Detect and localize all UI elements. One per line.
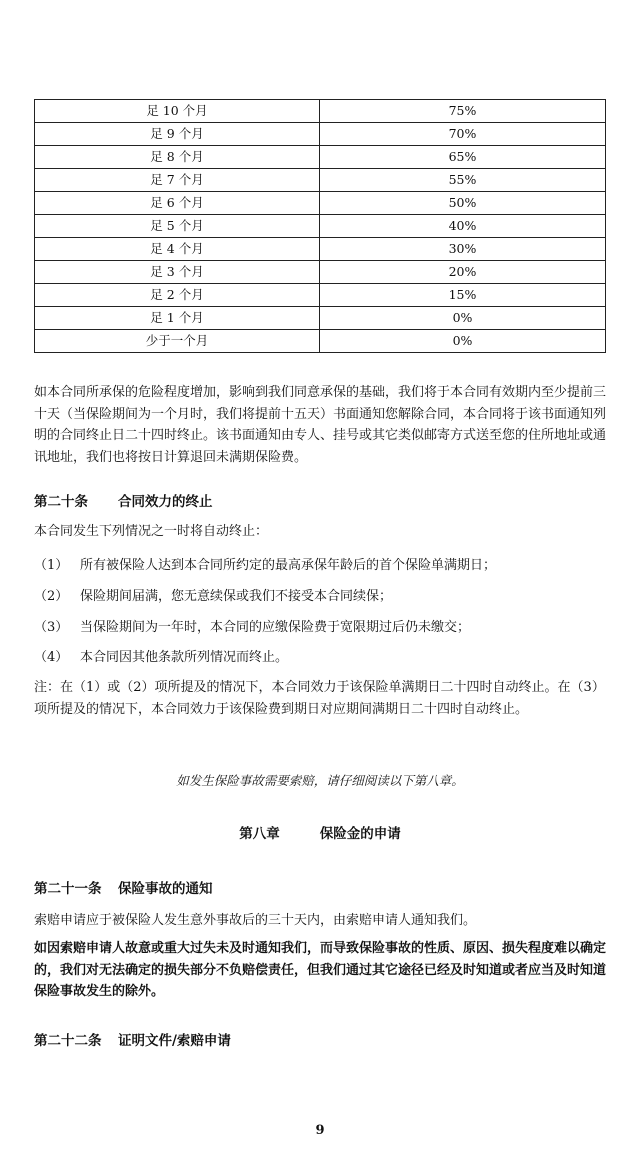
article-22-number: 第二十二条: [34, 1033, 102, 1049]
period-cell: 足 4 个月: [35, 238, 320, 261]
article-20-item-3: [34, 618, 608, 638]
rate-cell: 0%: [320, 330, 606, 353]
table-row: [35, 100, 606, 123]
page-number: 9: [315, 1123, 325, 1138]
table-row: [35, 307, 606, 330]
table-row: [35, 192, 606, 215]
claim-hint: 如发生保险事故需要索赔，请仔细阅读以下第八章。: [176, 773, 464, 788]
refund-rate-table: [34, 99, 606, 353]
period-cell: 足 5 个月: [35, 215, 320, 238]
rate-cell: 75%: [320, 100, 606, 123]
article-21-title: 保险事故的通知: [118, 881, 213, 897]
period-cell: 足 9 个月: [35, 123, 320, 146]
item-number: （2）: [34, 589, 69, 604]
table-row: [35, 261, 606, 284]
period-cell: 足 7 个月: [35, 169, 320, 192]
article-21-number: 第二十一条: [34, 881, 102, 897]
period-cell: 足 2 个月: [35, 284, 320, 307]
article-22-heading: [34, 1031, 231, 1051]
item-text: 所有被保险人达到本合同所约定的最高承保年龄后的首个保险单满期日；: [80, 558, 497, 573]
rate-cell: 50%: [320, 192, 606, 215]
period-cell: 足 8 个月: [35, 146, 320, 169]
rate-cell: 65%: [320, 146, 606, 169]
period-cell: 足 1 个月: [35, 307, 320, 330]
rate-cell: 0%: [320, 307, 606, 330]
table-row: [35, 284, 606, 307]
article-20-title: 合同效力的终止: [118, 494, 213, 510]
rate-cell: 30%: [320, 238, 606, 261]
chapter-number: 第八章: [239, 826, 280, 842]
rate-cell: 55%: [320, 169, 606, 192]
article-22-title: 证明文件/索赔申请: [118, 1033, 231, 1049]
article-20-number: 第二十条: [34, 494, 88, 510]
period-cell: 少于一个月: [35, 330, 320, 353]
period-cell: 足 3 个月: [35, 261, 320, 284]
rate-cell: 70%: [320, 123, 606, 146]
article-21-heading: [34, 879, 213, 899]
item-number: （3）: [34, 620, 69, 635]
table-row: [35, 215, 606, 238]
chapter-title: 保险金的申请: [319, 826, 401, 842]
article-20-item-1: [34, 556, 608, 576]
item-text: 本合同因其他条款所列情况而终止。: [80, 650, 289, 665]
table-row: [35, 330, 606, 353]
table-row: [35, 123, 606, 146]
article-20-item-4: [34, 648, 608, 668]
article-20-note: 注：在（1）或（2）项所提及的情况下，本合同效力于该保险单满期日二十四时自动终止。在（3）项所提及的情况下，本合同效力于该保险费到期日对应期间满期日二十四时自动终止。: [34, 680, 605, 717]
article-20-heading: [34, 492, 213, 512]
item-text: 当保险期间为一年时，本合同的应缴保险费于宽限期过后仍未缴交；: [80, 620, 471, 635]
table-row: [35, 238, 606, 261]
chapter-8-heading: [0, 824, 640, 844]
rate-cell: 15%: [320, 284, 606, 307]
item-number: （1）: [34, 558, 69, 573]
table-row: [35, 146, 606, 169]
item-text: 保险期间届满，您无意续保或我们不接受本合同续保；: [80, 589, 393, 604]
article-20-item-2: [34, 587, 608, 607]
risk-increase-paragraph: 如本合同所承保的危险程度增加，影响到我们同意承保的基础，我们将于本合同有效期内至少提前三十天（当保险期间为一个月时，我们将提前十五天）书面通知您解除合同，本合同将于该书面通知列明的合同终止日二十四时终止。该书面通知由专人、挂号或其它类似邮寄方式送至您的住所地址或通讯地址，我们也将按日计算退回未满期保险费。: [34, 385, 607, 465]
article-21-text-2: 如因索赔申请人故意或重大过失未及时通知我们，而导致保险事故的性质、原因、损失程度难以确定的，我们对无法确定的损失部分不负赔偿责任，但我们通过其它途径已经及时知道或者应当及时知道保险事故发生的除外。: [34, 941, 607, 999]
rate-cell: 20%: [320, 261, 606, 284]
rate-cell: 40%: [320, 215, 606, 238]
article-20-intro: 本合同发生下列情况之一时将自动终止：: [34, 524, 269, 539]
item-number: （4）: [34, 650, 69, 665]
article-21-text-1: 索赔申请应于被保险人发生意外事故后的三十天内，由索赔申请人通知我们。: [34, 913, 477, 928]
period-cell: 足 6 个月: [35, 192, 320, 215]
table-row: [35, 169, 606, 192]
period-cell: 足 10 个月: [35, 100, 320, 123]
